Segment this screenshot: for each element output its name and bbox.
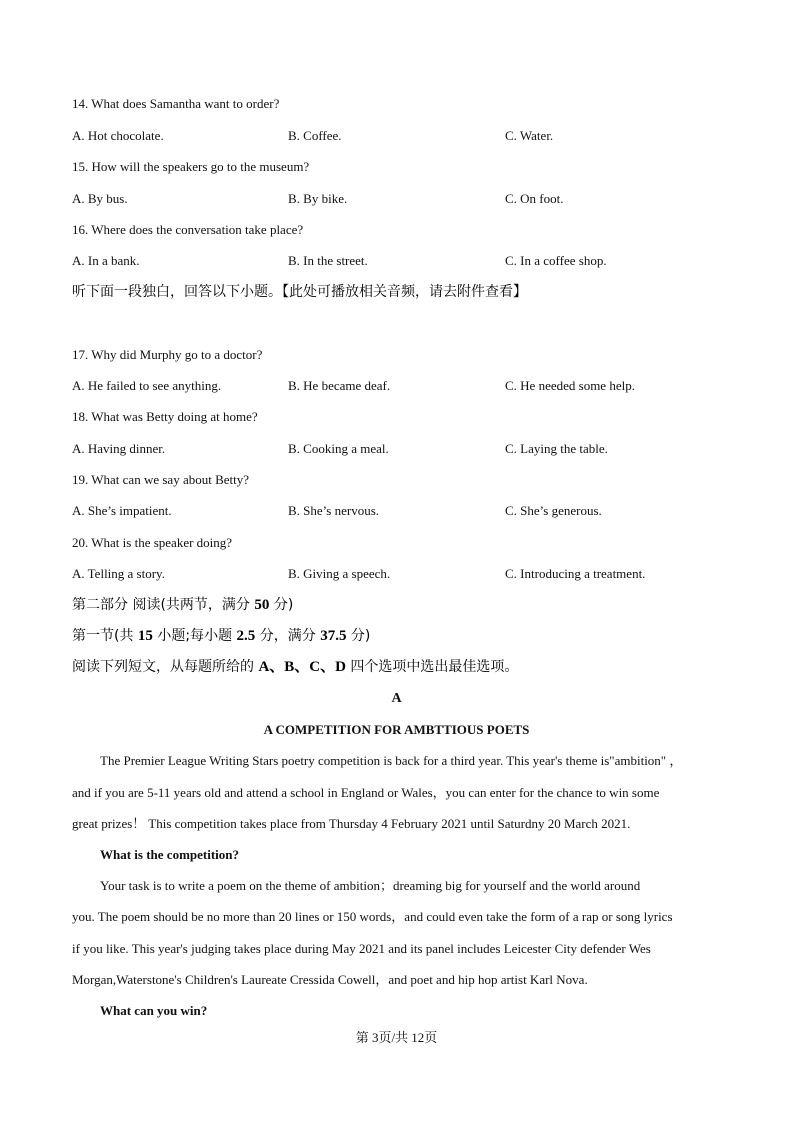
question-14: 14. What does Samantha want to order? xyxy=(72,96,280,111)
q17-option-c: C. He needed some help. xyxy=(505,378,635,393)
q17-option-b: B. He became deaf. xyxy=(288,378,391,393)
paragraph-2-line-2: you. The poem should be no more than 20 lines or 150 words，and could even take the form of a rap or song lyrics xyxy=(72,909,673,924)
q20-option-c: C. Introducing a treatment. xyxy=(505,566,646,581)
q20-option-b: B. Giving a speech. xyxy=(288,566,391,581)
section1-heading: 第一节(共 15 小题;每小题 2.5 分，满分 37.5 分) xyxy=(72,628,371,644)
q18-option-a: A. Having dinner. xyxy=(72,441,166,456)
question-18: 18. What was Betty doing at home? xyxy=(72,409,258,424)
passage-label: A xyxy=(391,691,402,706)
q14-option-b: B. Coffee. xyxy=(288,128,342,143)
question-17: 17. Why did Murphy go to a doctor? xyxy=(72,347,263,362)
reading-instruction: 阅读下列短文，从每题所给的 A、B、C、D 四个选项中选出最佳选项。 xyxy=(72,659,519,675)
subheading-competition: What is the competition? xyxy=(100,847,240,862)
question-16: 16. Where does the conversation take place? xyxy=(72,222,304,237)
q15-option-b: B. By bike. xyxy=(288,191,348,206)
q16-option-c: C. In a coffee shop. xyxy=(505,253,607,268)
q14-option-a: A. Hot chocolate. xyxy=(72,128,164,143)
paragraph-2-line-1: Your task is to write a poem on the theme of ambition；dreaming big for yourself and the world around xyxy=(100,878,641,893)
q15-option-a: A. By bus. xyxy=(72,191,128,206)
q19-option-a: A. She’s impatient. xyxy=(72,503,172,518)
monologue-instruction: 听下面一段独白，回答以下小题。【此处可播放相关音频，请去附件查看】 xyxy=(72,284,527,300)
q17-option-a: A. He failed to see anything. xyxy=(72,378,222,393)
q19-option-c: C. She’s generous. xyxy=(505,503,602,518)
q16-option-a: A. In a bank. xyxy=(72,253,140,268)
q14-option-c: C. Water. xyxy=(505,128,554,143)
q19-option-b: B. She’s nervous. xyxy=(288,503,379,518)
page-footer: 第 3页/共 12页 xyxy=(355,1030,438,1045)
paragraph-1-line-2: and if you are 5-11 years old and attend a school in England or Wales，you can enter for the chance to win some xyxy=(72,785,660,800)
q15-option-c: C. On foot. xyxy=(505,191,564,206)
question-20: 20. What is the speaker doing? xyxy=(72,535,233,550)
paragraph-2-line-3: if you like. This year's judging takes place during May 2021 and its panel includes Leicester City defender Wes xyxy=(72,941,651,956)
q16-option-b: B. In the street. xyxy=(288,253,368,268)
question-15: 15. How will the speakers go to the museum? xyxy=(72,159,310,174)
paragraph-2-line-4: Morgan,Waterstone's Children's Laureate Cressida Cowell，and poet and hip hop artist Karl Nova. xyxy=(72,972,588,987)
part2-heading: 第二部分 阅读(共两节，满分 50 分) xyxy=(72,597,294,613)
q18-option-c: C. Laying the table. xyxy=(505,441,608,456)
q18-option-b: B. Cooking a meal. xyxy=(288,441,389,456)
paragraph-1-line-1: The Premier League Writing Stars poetry competition is back for a third year. This year's theme is"ambition" ， xyxy=(100,753,683,768)
subheading-win: What can you win? xyxy=(100,1003,208,1018)
passage-title: A COMPETITION FOR AMBTTIOUS POETS xyxy=(263,722,530,737)
q20-option-a: A. Telling a story. xyxy=(72,566,165,581)
paragraph-1-line-3: great prizes！ This competition takes place from Thursday 4 February 2021 until Saturdny 20 March 2021. xyxy=(72,816,631,831)
question-19: 19. What can we say about Betty? xyxy=(72,472,250,487)
